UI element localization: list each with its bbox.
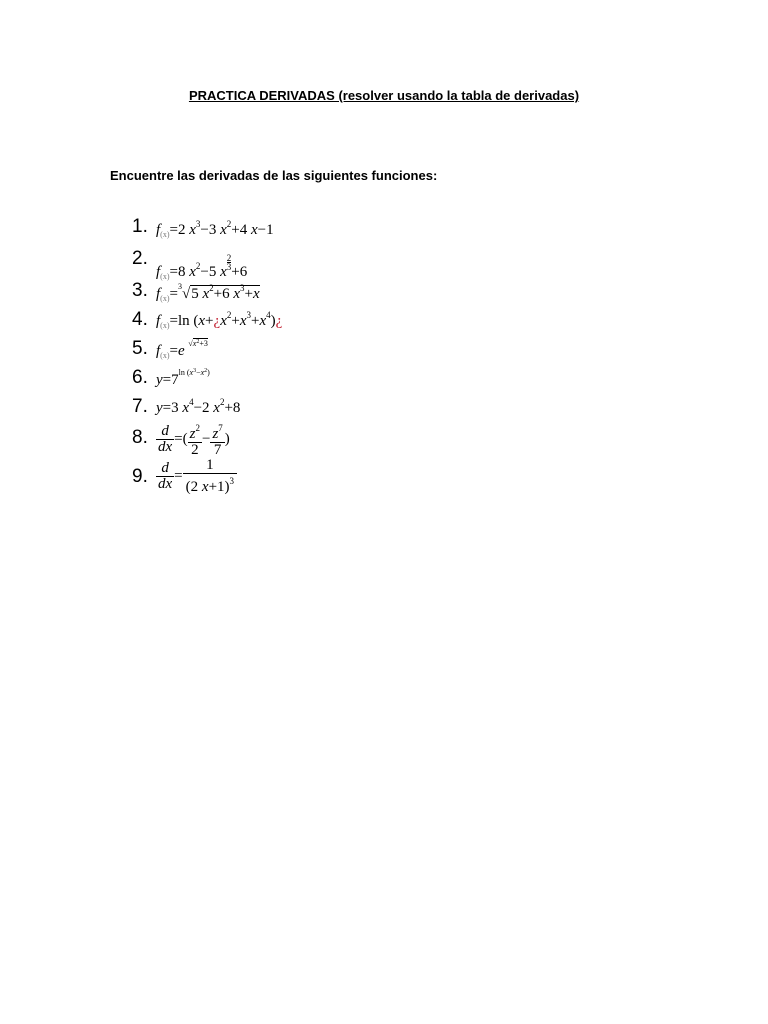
exercise-formula: $f_{(x)}=^3√5$ $x^2+6$ $x^3+x$ [156, 282, 260, 303]
exercise-number: 6. [132, 367, 148, 388]
exercise-number: 2. [132, 248, 148, 269]
exercise-number: 5. [132, 338, 148, 359]
exercise-formula: $\frac{d}{dx}$ =( $\frac{z^2}{2}$ − $\frac{z^7}{7}$ ) [158, 423, 230, 458]
exercise-number: 7. [132, 396, 148, 417]
exercise-formula: $y=7^{ln (x^3-x^2)}$ [156, 368, 210, 388]
exercise-formula: $f_{(x)}=8$ $x^2-5$ x $\frac{2}{3}$ +6 [156, 253, 248, 281]
exercise-number: 4. [132, 309, 148, 330]
page-title: PRACTICA DERIVADAS (resolver usando la tabla de derivadas) [188, 88, 580, 103]
exercise-formula: y=3 $x^4-2$ $x^2+8$ [156, 397, 241, 416]
exercise-number: 1. [132, 216, 148, 237]
exercise-formula: $f_{(x)}=\ln$ $(x+¿x^2+x^3+x^4)¿$ [156, 310, 283, 330]
instruction-text: Encuentre las derivadas de las siguientes funciones: [110, 168, 438, 183]
exercise-number: 9. [132, 466, 148, 487]
exercise-formula: $f_{(x)}=e$ $^{√x^2+3}$ [156, 339, 208, 360]
exercise-formula: $\frac{d}{dx}$ = $\frac{1}{(2 x+1)^3}$ [156, 458, 237, 495]
exercise-number: 8. [132, 427, 148, 448]
exercise-formula: $f_{(x)}=2$ $x^3-3$ $x^2+4$ x−1 [156, 219, 274, 239]
exercise-number: 3. [132, 280, 148, 301]
